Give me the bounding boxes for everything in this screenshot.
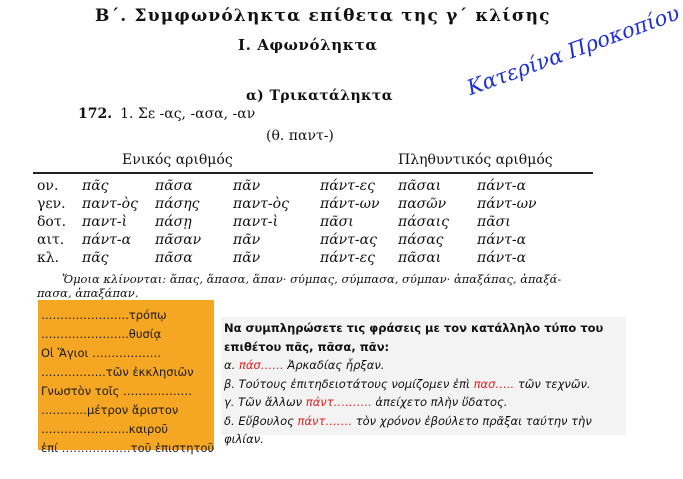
declension-row bbox=[0, 196, 638, 214]
case-label: γεν. bbox=[37, 196, 66, 212]
blank-fill: πάντ………. bbox=[305, 395, 372, 409]
sentence-text: δ. Εὔβουλος bbox=[224, 413, 298, 428]
singular-header: Ενικός αριθμός bbox=[122, 152, 233, 168]
phrase-line: …………………..θυσίᾳ bbox=[41, 327, 162, 341]
form: πᾶν bbox=[233, 178, 261, 194]
sentence-text: Ἀρκαδίας ἦρξαν. bbox=[283, 358, 385, 372]
form: πᾶς bbox=[82, 178, 109, 194]
form: πάντ-α bbox=[82, 232, 132, 248]
similar-declension-note: Ὅμοια κλίνονται: ἅπας, ἅπασα, ἅπαν· σύμπας, σύμπασα, σύμπαν· ἁπαξάπας, ἁπαξά- bbox=[62, 272, 562, 286]
blank-fill: πασ….. bbox=[473, 376, 515, 391]
form: πᾶσαι bbox=[398, 250, 442, 266]
exercise-sentence bbox=[224, 412, 623, 449]
case-label: κλ. bbox=[37, 250, 60, 266]
stem-note: (θ. παντ-) bbox=[266, 128, 334, 144]
form: πᾶν bbox=[233, 232, 261, 248]
paragraph-number bbox=[78, 106, 255, 122]
form: πάσης bbox=[155, 196, 200, 212]
sentence-text: τῶν τεχνῶν. bbox=[514, 376, 591, 391]
sentence-text: τὸν χρόνον ἐβούλετο πρᾶξαι ταύτην τὴν φιλίαν. bbox=[224, 413, 592, 446]
exercise-sentence bbox=[224, 356, 623, 375]
handwritten-signature: Κατερίνα Προκοπίου bbox=[463, 0, 683, 100]
exercise-panel bbox=[221, 317, 626, 446]
form: πάντ-ας bbox=[320, 232, 377, 248]
form: παντ-ὸς bbox=[82, 196, 138, 212]
section-heading: Ι. Αφωνόληκτα bbox=[238, 36, 378, 54]
phrase-line: ἐπί ………………τοῦ ἐπιστητοῦ bbox=[41, 441, 215, 455]
form: πᾶσι bbox=[320, 214, 354, 230]
similar-declension-note-cont: πασα, ἁπαξάπαν. bbox=[37, 286, 139, 300]
sentence-text: γ. Τῶν ἄλλων bbox=[224, 395, 306, 409]
exercise-instruction: Να συμπληρώσετε τις φράσεις με τον κατάλληλο τύπο του επιθέτου πᾶς, πᾶσα, πᾶν: bbox=[224, 321, 604, 354]
declension-row bbox=[0, 178, 638, 196]
plural-header: Πληθυντικός αριθμός bbox=[398, 152, 553, 168]
form: πάσῃ bbox=[155, 214, 192, 230]
sentence-text: ἀπείχετο πλὴν ὕδατος. bbox=[371, 395, 508, 409]
blank-fill: πάσ…… bbox=[238, 358, 284, 372]
form: πάντ-ων bbox=[477, 196, 537, 212]
exercise-sentence bbox=[224, 375, 623, 394]
paragraph-item: 1. Σε -ας, -ασα, -αν bbox=[120, 106, 256, 122]
form: πᾶσα bbox=[155, 178, 193, 194]
form: πᾶς bbox=[82, 250, 109, 266]
form: παντ-ὸς bbox=[233, 196, 289, 212]
phrase-line: …………μέτρον ἄριστον bbox=[41, 403, 179, 417]
phrase-line: …………………..καιροῦ bbox=[41, 422, 169, 436]
form: πάσας bbox=[398, 232, 444, 248]
page-title: Β΄. Συμφωνόληκτα επίθετα της γ΄ κλίσης bbox=[95, 6, 551, 26]
exercise-sentence bbox=[224, 393, 623, 412]
form: πάσαις bbox=[398, 214, 449, 230]
phrase-line: Γνωστὸν τοῖς ……………… bbox=[41, 384, 193, 398]
form: πᾶν bbox=[233, 250, 261, 266]
form: παντ-ὶ bbox=[82, 214, 128, 230]
form: πάντ-ων bbox=[320, 196, 380, 212]
form: πᾶσα bbox=[155, 250, 193, 266]
subsection-heading: α) Τρικατάληκτα bbox=[246, 88, 393, 104]
form: παντ-ὶ bbox=[233, 214, 279, 230]
form: πᾶσι bbox=[477, 214, 511, 230]
form: πάντ-α bbox=[477, 250, 527, 266]
case-label: ον. bbox=[37, 178, 59, 194]
case-label: αιτ. bbox=[37, 232, 65, 248]
form: πᾶσαν bbox=[155, 232, 202, 248]
declension-row bbox=[0, 232, 638, 250]
form: πάντ-α bbox=[477, 178, 527, 194]
form: πᾶσαι bbox=[398, 178, 442, 194]
form: πάντ-ες bbox=[320, 250, 375, 266]
declension-row bbox=[0, 250, 638, 268]
sentence-text: β. Τούτους ἐπιτηδειοτάτους νομίζομεν ἐπὶ bbox=[224, 376, 474, 391]
phrase-line: ……………..τῶν ἐκκλησιῶν bbox=[41, 365, 194, 379]
declension-row bbox=[0, 214, 638, 232]
blank-fill: πάντ……. bbox=[297, 413, 353, 428]
paragraph-id: 172. bbox=[78, 106, 113, 122]
sentence-text: α. bbox=[224, 358, 239, 372]
phrase-line: Οἱ Ἅγιοι ……………… bbox=[41, 346, 162, 360]
form: πάντ-α bbox=[477, 232, 527, 248]
case-label: δοτ. bbox=[37, 214, 67, 230]
form: πάντ-ες bbox=[320, 178, 375, 194]
header-rule bbox=[33, 172, 593, 174]
phrase-line: …………………..τρόπῳ bbox=[41, 308, 167, 322]
form: πασῶν bbox=[398, 196, 447, 212]
fill-in-phrases-panel bbox=[38, 300, 215, 455]
